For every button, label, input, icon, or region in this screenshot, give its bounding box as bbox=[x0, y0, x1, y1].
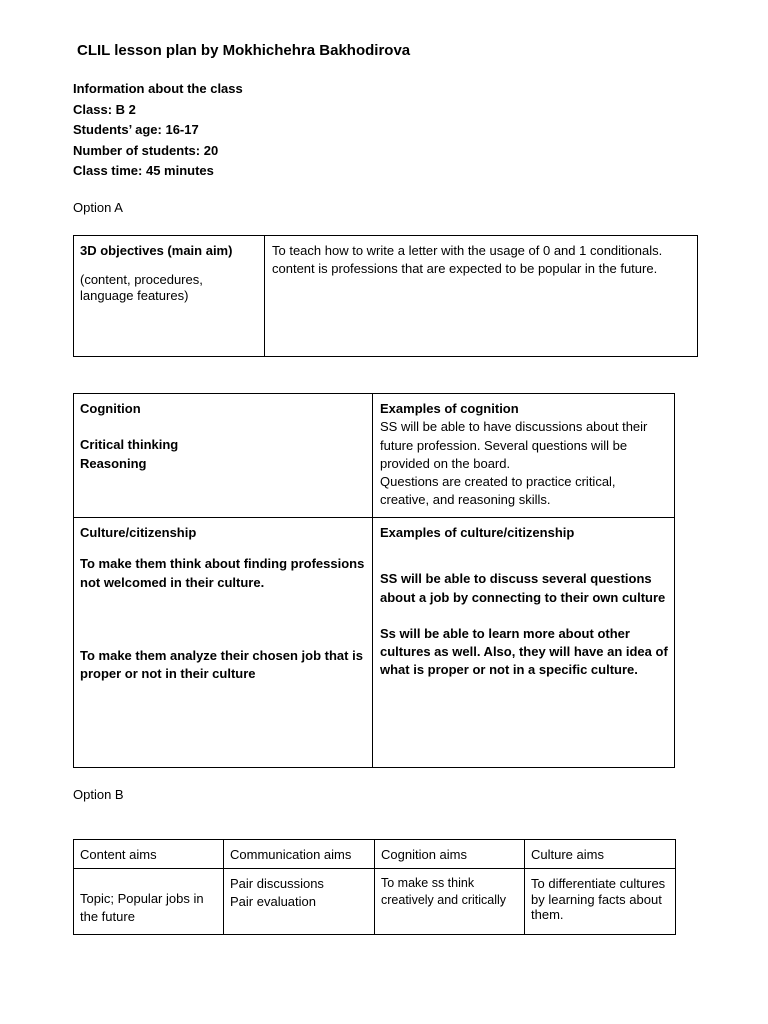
culture-aims-cell: To differentiate cultures by learning facts about them. bbox=[531, 876, 666, 922]
class-level: Class: B 2 bbox=[73, 101, 136, 117]
culture-examples-heading: Examples of culture/citizenship bbox=[380, 525, 575, 540]
header-cognition-aims: Cognition aims bbox=[381, 847, 467, 862]
header-culture-aims: Culture aims bbox=[531, 847, 604, 862]
cognition-examples-cell bbox=[380, 400, 668, 510]
culture-example-1: SS will be able to discuss several questions about a job by connecting to their own culture bbox=[380, 571, 666, 605]
objectives-note: (content, procedures, language features) bbox=[80, 272, 203, 304]
cognition-cell bbox=[80, 400, 365, 473]
class-info-heading: Information about the class bbox=[73, 81, 243, 96]
culture-cell bbox=[80, 524, 370, 683]
communication-aims-cell bbox=[230, 875, 372, 912]
students-number: Number of students: 20 bbox=[73, 142, 219, 158]
culture-heading: Culture/citizenship bbox=[80, 525, 197, 540]
class-info bbox=[73, 79, 243, 182]
culture-examples-cell bbox=[380, 524, 668, 680]
cognition-item-critical: Critical thinking bbox=[80, 437, 179, 453]
header-content-aims: Content aims bbox=[80, 847, 157, 862]
option-a-label: Option A bbox=[73, 200, 123, 215]
content-aims-cell: Topic; Popular jobs in the future bbox=[80, 891, 204, 925]
communication-aim-2: Pair evaluation bbox=[230, 894, 316, 910]
objectives-heading: 3D objectives (main aim) bbox=[80, 243, 233, 258]
communication-aim-1: Pair discussions bbox=[230, 876, 324, 891]
cognition-examples-text-2: Questions are created to practice critical, creative, and reasoning skills. bbox=[380, 474, 616, 508]
culture-aim-1: To make them think about finding professions not welcomed in their culture. bbox=[80, 556, 365, 590]
option-b-label: Option B bbox=[73, 787, 124, 802]
cognition-examples-text-1: SS will be able to have discussions about their future profession. Several questions will be provided on the board. bbox=[380, 419, 648, 471]
students-age: Students’ age: 16-17 bbox=[73, 122, 199, 137]
header-communication-aims: Communication aims bbox=[230, 847, 352, 862]
objectives-line-1: To teach how to write a letter with the usage of 0 and 1 conditionals. bbox=[272, 243, 663, 258]
culture-aim-2: To make them analyze their chosen job that is proper or not in their culture bbox=[80, 647, 363, 682]
objectives-text-cell bbox=[272, 242, 687, 279]
objectives-label-cell bbox=[80, 242, 258, 304]
cognition-item-reasoning: Reasoning bbox=[80, 455, 147, 471]
page-title: CLIL lesson plan by Mokhichehra Bakhodirova bbox=[77, 42, 411, 59]
cognition-heading: Cognition bbox=[80, 401, 141, 416]
cognition-examples-heading: Examples of cognition bbox=[380, 401, 519, 416]
cognition-aims-cell: To make ss think creatively and critically bbox=[381, 876, 507, 907]
culture-example-2: Ss will be able to learn more about other cultures as well. Also, they will have an idea of what is proper or not in a specific culture. bbox=[380, 625, 668, 678]
objectives-line-2: content is professions that are expected to be popular in the future. bbox=[272, 261, 658, 277]
class-time: Class time: 45 minutes bbox=[73, 163, 214, 178]
